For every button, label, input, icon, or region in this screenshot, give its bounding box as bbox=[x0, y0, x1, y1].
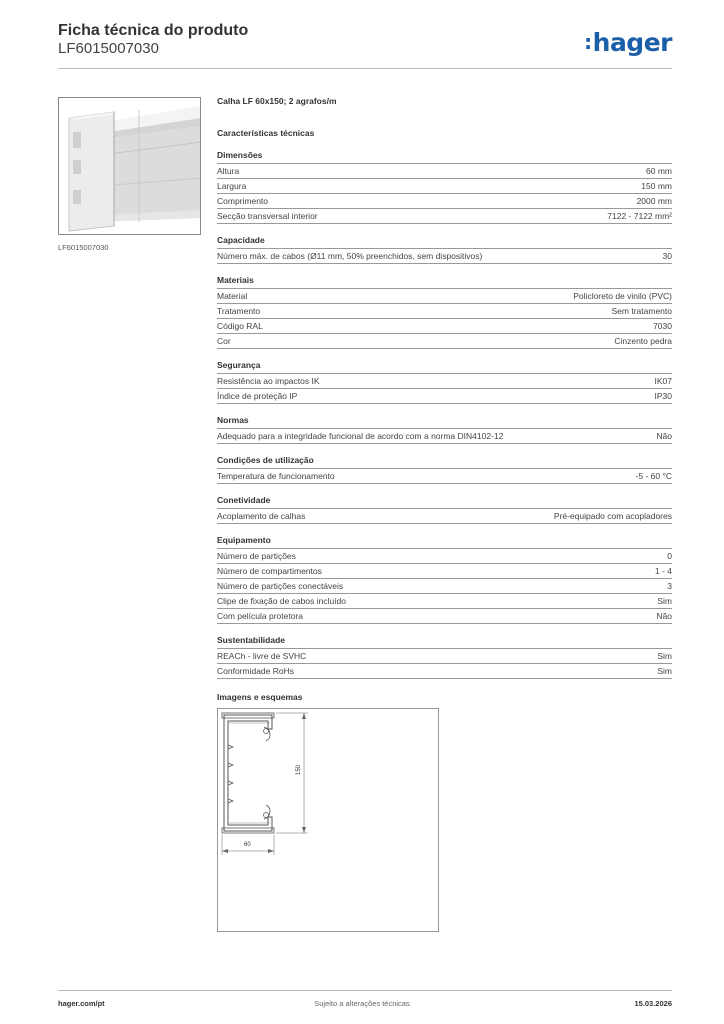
spec-value: 60 mm bbox=[646, 166, 672, 176]
spec-row bbox=[217, 319, 672, 334]
section-title: Equipamento bbox=[217, 535, 672, 549]
spec-label: REACh - livre de SVHC bbox=[217, 651, 307, 661]
spec-row bbox=[217, 194, 672, 209]
spec-label: Resistência ao impactos IK bbox=[217, 376, 320, 386]
spec-label: Altura bbox=[217, 166, 240, 176]
spec-row bbox=[217, 289, 672, 304]
spec-label: Número de partições bbox=[217, 551, 296, 561]
product-code: LF6015007030 bbox=[58, 40, 159, 57]
spec-row bbox=[217, 469, 672, 484]
spec-value: Pré-equipado com acopladores bbox=[553, 511, 672, 521]
spec-section bbox=[217, 495, 672, 524]
section-title: Conetividade bbox=[217, 495, 672, 509]
section-title: Condições de utilização bbox=[217, 455, 672, 469]
page-title: Ficha técnica do produto bbox=[58, 22, 249, 39]
spec-label: Número de compartimentos bbox=[217, 566, 322, 576]
spec-value: Não bbox=[656, 431, 672, 441]
spec-row bbox=[217, 649, 672, 664]
spec-row bbox=[217, 164, 672, 179]
spec-label: Adequado para a integridade funcional de acordo com a norma DIN4102-12 bbox=[217, 431, 504, 441]
spec-section bbox=[217, 535, 672, 624]
spec-row bbox=[217, 389, 672, 404]
product-name: Calha LF 60x150; 2 agrafos/m bbox=[217, 96, 337, 106]
spec-row bbox=[217, 609, 672, 624]
spec-value: 150 mm bbox=[641, 181, 672, 191]
spec-value: 2000 mm bbox=[636, 196, 672, 206]
spec-value: 1 - 4 bbox=[654, 566, 672, 576]
spec-row bbox=[217, 429, 672, 444]
spec-value: IK07 bbox=[654, 376, 672, 386]
tech-heading: Características técnicas bbox=[217, 128, 315, 138]
spec-label: Conformidade RoHs bbox=[217, 666, 295, 676]
section-title: Capacidade bbox=[217, 235, 672, 249]
footer-website-link[interactable]: hager.com/pt bbox=[58, 999, 105, 1008]
footer-divider bbox=[58, 990, 672, 991]
spec-value: Cinzento pedra bbox=[614, 336, 672, 346]
spec-value: 0 bbox=[667, 551, 672, 561]
spec-row bbox=[217, 334, 672, 349]
footer-disclaimer: Sujeito a alterações técnicas bbox=[314, 999, 410, 1008]
spec-row bbox=[217, 509, 672, 524]
spec-row bbox=[217, 374, 672, 389]
hager-logo bbox=[584, 28, 672, 57]
spec-label: Clipe de fixação de cabos incluído bbox=[217, 596, 346, 606]
spec-section bbox=[217, 635, 672, 679]
spec-row bbox=[217, 579, 672, 594]
spec-label: Índice de proteção IP bbox=[217, 391, 298, 401]
section-title: Normas bbox=[217, 415, 672, 429]
spec-label: Cor bbox=[217, 336, 231, 346]
spec-section bbox=[217, 150, 672, 224]
spec-value: Sim bbox=[657, 596, 672, 606]
spec-label: Número de partições conectáveis bbox=[217, 581, 344, 591]
spec-value: 3 bbox=[667, 581, 672, 591]
logo-dots: : bbox=[584, 30, 592, 54]
spec-value: 7030 bbox=[653, 321, 672, 331]
images-heading: Imagens e esquemas bbox=[217, 692, 303, 702]
spec-row bbox=[217, 179, 672, 194]
spec-content bbox=[217, 96, 672, 932]
spec-label: Número máx. de cabos (Ø11 mm, 50% preenchidos, sem dispositivos) bbox=[217, 251, 483, 261]
spec-section bbox=[217, 235, 672, 264]
spec-row bbox=[217, 249, 672, 264]
spec-label: Temperatura de funcionamento bbox=[217, 471, 335, 481]
spec-row bbox=[217, 564, 672, 579]
spec-label: Código RAL bbox=[217, 321, 263, 331]
spec-row bbox=[217, 209, 672, 224]
spec-section bbox=[217, 275, 672, 349]
spec-row bbox=[217, 664, 672, 679]
cross-section-drawing bbox=[217, 708, 439, 932]
spec-label: Material bbox=[217, 291, 248, 301]
product-image-caption: LF6015007030 bbox=[58, 243, 109, 252]
logo-text: hager bbox=[592, 28, 672, 57]
product-image bbox=[58, 97, 201, 235]
spec-label: Acoplamento de calhas bbox=[217, 511, 306, 521]
section-title: Sustentabilidade bbox=[217, 635, 672, 649]
spec-label: Largura bbox=[217, 181, 247, 191]
spec-value: Não bbox=[656, 611, 672, 621]
spec-label: Tratamento bbox=[217, 306, 261, 316]
dim-height-label: 150 bbox=[296, 764, 303, 776]
spec-value: 30 bbox=[662, 251, 672, 261]
spec-label: Com película protetora bbox=[217, 611, 303, 621]
footer-date: 15.03.2026 bbox=[634, 999, 672, 1008]
spec-value: Policloreto de vinilo (PVC) bbox=[573, 291, 672, 301]
spec-label: Secção transversal interior bbox=[217, 211, 318, 221]
spec-row bbox=[217, 549, 672, 564]
spec-sections bbox=[217, 150, 672, 679]
spec-value: -5 - 60 °C bbox=[635, 471, 672, 481]
spec-value: Sem tratamento bbox=[611, 306, 672, 316]
spec-value: Sim bbox=[657, 651, 672, 661]
section-title: Segurança bbox=[217, 360, 672, 374]
section-title: Dimensões bbox=[217, 150, 672, 164]
spec-row bbox=[217, 594, 672, 609]
spec-value: IP30 bbox=[654, 391, 672, 401]
spec-section bbox=[217, 415, 672, 444]
dim-width-label: 60 bbox=[244, 842, 251, 848]
section-title: Materiais bbox=[217, 275, 672, 289]
spec-value: 7122 - 7122 mm² bbox=[607, 211, 672, 221]
spec-label: Comprimento bbox=[217, 196, 269, 206]
spec-section bbox=[217, 360, 672, 404]
spec-row bbox=[217, 304, 672, 319]
spec-value: Sim bbox=[657, 666, 672, 676]
header-divider bbox=[58, 68, 672, 69]
spec-section bbox=[217, 455, 672, 484]
